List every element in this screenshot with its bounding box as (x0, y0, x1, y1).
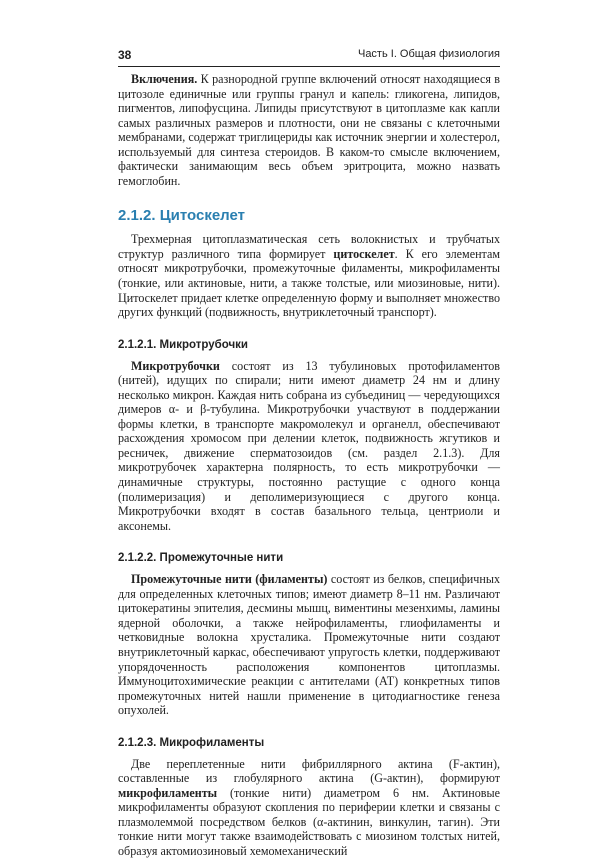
subsection-heading-microfilaments: 2.1.2.3. Микрофиламенты (118, 736, 265, 749)
microfilaments-term: микрофиламенты (118, 785, 218, 800)
cytoskeleton-paragraph (118, 232, 500, 319)
cytoskeleton-term: цитоскелет (333, 246, 395, 261)
microtubules-term: Микротрубочки (131, 358, 220, 373)
cytoskeleton-text-before: Трехмерная цитоплазматическая сеть волокнистых и трубчатых структур различного типа формирует (118, 232, 500, 261)
page-content (118, 72, 500, 859)
page-header (118, 48, 500, 64)
intermediate-term: Промежуточные нити (филаменты) (131, 572, 328, 587)
section-heading-cytoskeleton: 2.1.2. Цитоскелет (118, 207, 246, 225)
inclusions-text: К разнородной группе включений относят находящиеся в цитозоле единичные или группы гранул и капель: гликогена, липидов, пигментов, липофусцина. Липиды присутствуют в цитоплазме как капли самых различных размеров и плотности, они не связаны с клеточными мембранами, содержат триглицериды как источник энергии и холестерол, используемый для синтеза стероидов. В каком-то смысле включением, фактически занимающим весь объем эритроцита, можно назвать гемоглобин. (118, 72, 500, 188)
running-title: Часть I. Общая физиология (357, 48, 500, 60)
microtubules-text: состоят из 13 тубулиновых протофиламентов (нитей), идущих по спирали; нити имеют диаметр 24 нм и длину несколько микрон. Каждая нить собрана из субъединиц — чередующихся димеров α- и β-тубулина. Микротрубочки участвуют в поддержании формы клетки, в транспорте макромолекул и органелл, обеспечивают расхождения хромосом при делении клеток, подвижность жгутиков и ресничек, движение сперматозоидов (см. раздел 2.1.3). Для микротрубочек характерна полярность, то есть микротрубочки — динамичные структуры, постоянно растущие с одного конца (полимеризация) и деполимеризующиеся с другого конца. Микротрубочки входят в состав базального тельца, центриоли и аксонемы. (118, 358, 500, 533)
inclusions-paragraph (118, 72, 500, 188)
microfilaments-text-before: Две переплетенные нити фибриллярного актина (F-актин), составленные из глобулярного актина (G-актин), формируют (118, 756, 500, 786)
subsection-heading-microtubules: 2.1.2.1. Микротрубочки (118, 338, 248, 351)
cytoskeleton-text-after: . К его элементам относят микротрубочки, промежуточные филаменты, микрофиламенты (тонкие, или актиновые, нити, а также толстые, или миозиновые, нити). Цитоскелет придает клетке определенную форму и выполняет множество других функций (подвижность, внутриклеточный транспорт). (118, 246, 500, 320)
microtubules-paragraph (118, 359, 500, 534)
subsection-heading-intermediate: 2.1.2.2. Промежуточные нити (118, 552, 284, 565)
microfilaments-text-after: (тонкие нити) диаметром 6 нм. Актиновые микрофиламенты образуют скопления по периферии клетки и связаны с плазмолеммой посредством белков (α-актинин, винкулин, тагин). Эти тонкие нити могут также взаимодействовать с миозином толстых нитей, образуя актомиозиновый хемомеханический (118, 785, 500, 858)
microfilaments-paragraph (118, 757, 500, 859)
page-number: 38 (118, 48, 132, 62)
intermediate-paragraph (118, 572, 500, 717)
inclusions-term: Включения. (131, 72, 198, 86)
header-rule (118, 66, 500, 67)
intermediate-text: состоят из белков, специфичных для определенных клеточных типов; имеют диаметр 8–11 нм. Различают цитокератины эпителия, десмины мышц, виментины мезенхимы, ламины ядерной оболочки, а также нейрофиламенты, глиофиламенты и четковидные волокна хрусталика. Промежуточные нити создают внутриклеточный каркас, обеспечивают упругость клетки, поддерживают упорядоченность расположения компонентов цитоплазмы. Иммуноцитохимические реакции с антителами (АТ) конкретных типов промежуточных нитей нашли применение в цитодиагностике генеза опухолей. (118, 572, 500, 718)
